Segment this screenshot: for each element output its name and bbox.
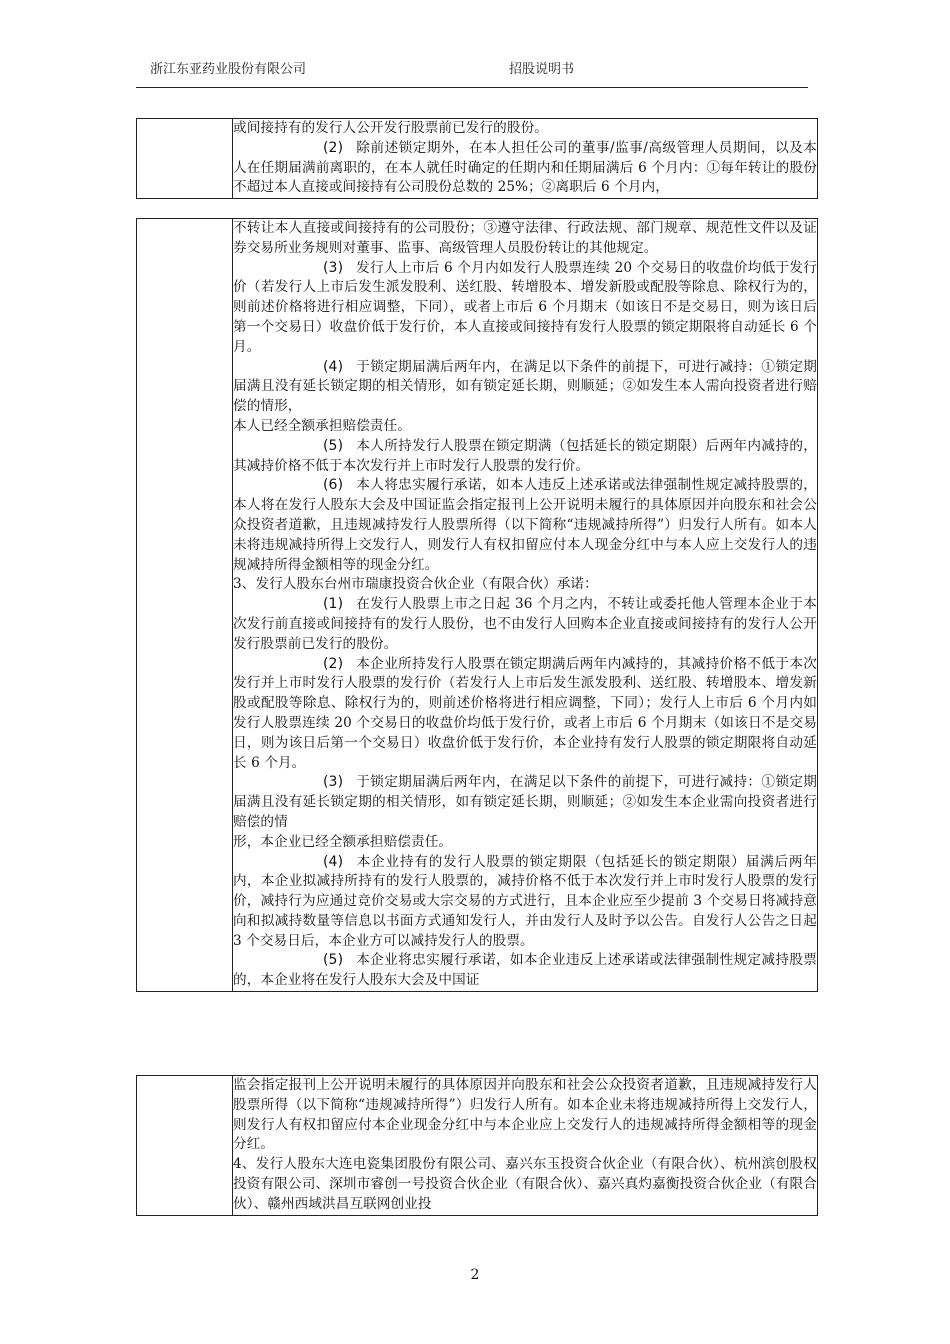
paragraph — [233, 476, 817, 575]
header-doc-title: 招股说明书 — [509, 62, 575, 77]
paragraph-text: 或间接持有的发行人公开发行股票前已发行的股份。 — [233, 120, 548, 136]
paragraph — [233, 358, 817, 417]
item-number: (6) — [323, 477, 344, 494]
item-number: (2) — [323, 655, 344, 672]
paragraph-text: 形，本企业已经全额承担赔偿责任。 — [233, 833, 453, 850]
paragraph — [233, 853, 817, 952]
item-number: (5) — [323, 437, 344, 454]
table-block-2 — [136, 218, 818, 992]
paragraph — [233, 951, 817, 991]
item-number: (3) — [323, 259, 344, 276]
paragraph-text: 本企业所持发行人股票在锁定期满后两年内减持的，其减持价格不低于本次发行并上市时发行人股票的发行价（若发行人上市后发生派发股利、送红股、转增股本、增发新股或配股等除息、除权行为的，则前述价格将进行相应调整，下同）；发行人上市后 6 个月内如发行人股票连续 20 个交易日的收盘价均低于发行价，或者上市后 6 个月期末（如该日不是交易日，则为该日后第一个交易日）收盘价低于发行价，本企业持有发行人股票的锁定期限将自动延长 6 个月。 — [233, 655, 817, 771]
paragraph — [233, 595, 817, 654]
paragraph — [233, 773, 817, 832]
paragraph-text: 3、发行人股东台州市瑞康投资合伙企业（有限合伙）承诺： — [233, 576, 598, 593]
page-number: 2 — [470, 1267, 480, 1283]
paragraph-text: 不转让本人直接或间接持有的公司股份；③遵守法律、行政法规、部门规章、规范性文件以及证券交易所业务规则对董事、监事、高级管理人员股份转让的其他规定。 — [233, 220, 817, 256]
paragraph-text: 4、发行人股东大连电瓷集团股份有限公司、嘉兴东玉投资合伙企业（有限合伙）、杭州滨创股权投资有限公司、深圳市睿创一号投资合伙企业（有限合伙）、嘉兴真灼嘉衡投资合伙企业（有限合伙）、赣州西域洪昌互联网创业投 — [233, 1156, 817, 1212]
item-number: (5) — [323, 952, 344, 969]
paragraph-text: 监会指定报刊上公开说明未履行的具体原因并向股东和社会公众投资者道歉，且违规减持发行人股票所得（以下简称“违规减持所得”）归发行人所有。如本企业未将违规减持所得上交发行人，则发行人有权扣留应付本企业现金分红中与本企业应上交发行人的违规减持所得金额相等的现金分红。 — [233, 1077, 817, 1153]
table-block-3 — [136, 1075, 818, 1216]
paragraph — [233, 417, 817, 437]
paragraph — [233, 219, 817, 259]
block-1-cell — [233, 119, 818, 199]
paragraph-text: 本人将忠实履行承诺，如本人违反上述承诺或法律强制性规定减持股票的，本人将在发行人股东大会及中国证监会指定报刊上公开说明未履行的具体原因并向股东和社会公众投资者道歉，且违规减持发行人股票所得（以下简称“违规减持所得”）归发行人所有。如本人未将违规减持所得上交发行人，则发行人有权扣留应付本人现金分红中与本人应上交发行人的违规减持所得金额相等的现金分红。 — [233, 477, 817, 573]
paragraph-text: 在发行人股票上市之日起 36 个月之内，不转让或委托他人管理本企业于本次发行前直接或间接持有的发行人股份，也不由发行人回购本企业直接或间接持有的发行人公开发行股票前已发行的股份。 — [233, 596, 817, 652]
header-divider — [136, 87, 808, 88]
header-company: 浙江东亚药业股份有限公司 — [150, 62, 307, 77]
paragraph — [233, 119, 817, 139]
paragraph-text: 本企业将忠实履行承诺，如本企业违反上述承诺或法律强制性规定减持股票的，本企业将在发行人股东大会及中国证 — [233, 952, 817, 989]
item-number: (2) — [323, 139, 344, 156]
paragraph-text: 发行人上市后 6 个月内如发行人股票连续 20 个交易日的收盘价均低于发行价（若发行人上市后发生派发股利、送红股、转增股本、增发新股或配股等除息、除权行为的，则前述价格将进行相应调整，下同），或者上市后 6 个月期末（如该日不是交易日，则为该日后第一个交易日）收盘价低于发行价，本人直接或间接持有发行人股票的锁定期限将自动延长 6 个月。 — [233, 259, 817, 355]
paragraph — [233, 655, 817, 774]
paragraph — [233, 139, 817, 198]
table-block-1 — [136, 118, 818, 199]
item-number: (4) — [323, 853, 344, 870]
block-2-cell — [233, 219, 818, 992]
paragraph — [233, 833, 817, 853]
paragraph-text: 本企业持有的发行人股票的锁定期限（包括延长的锁定期限）届满后两年内，本企业拟减持所持有的发行人股票的，减持价格不低于本次发行并上市时发行人股票的发行价，减持行为应通过竞价交易或大宗交易的方式进行，且本企业应至少提前 3 个交易日将减持意向和拟减持数量等信息以书面方式通知发行人，并由发行人及时予以公告。自发行人公告之日起 3 个交易日后，本企业方可以减持发行人的股票。 — [233, 853, 817, 949]
paragraph — [233, 575, 817, 595]
paragraph-text: 于锁定期届满后两年内，在满足以下条件的前提下，可进行减持：①锁定期届满且没有延长锁定期的相关情形，如有锁定延长期，则顺延；②如发生本人需向投资者进行赔偿的情形， — [233, 358, 817, 415]
paragraph — [233, 1155, 817, 1214]
paragraph — [233, 437, 817, 477]
paragraph-text: 本人所持发行人股票在锁定期满（包括延长的锁定期限）后两年内减持的，其减持价格不低于本次发行并上市时发行人股票的发行价。 — [233, 437, 817, 474]
block-3-cell — [233, 1076, 818, 1216]
item-number: (4) — [323, 358, 344, 375]
paragraph — [233, 1076, 817, 1155]
paragraph-text: 于锁定期届满后两年内，在满足以下条件的前提下，可进行减持：①锁定期届满且没有延长锁定期的相关情形，如有锁定延长期，则顺延；②如发生本企业需向投资者进行赔偿的情 — [233, 774, 817, 830]
paragraph — [233, 259, 817, 358]
paragraph-text: 本人已经全额承担赔偿责任。 — [233, 417, 412, 434]
paragraph-text: 除前述锁定期外，在本人担任公司的董事/监事/高级管理人员期间，以及本人在任期届满前离职的，在本人就任时确定的任期内和任期届满后 6 个月内：①每年转让的股份不超过本人直接或间接持有公司股份总数的 25%；②离职后 6 个月内， — [233, 139, 817, 196]
item-number: (1) — [323, 596, 344, 613]
item-number: (3) — [323, 774, 344, 791]
